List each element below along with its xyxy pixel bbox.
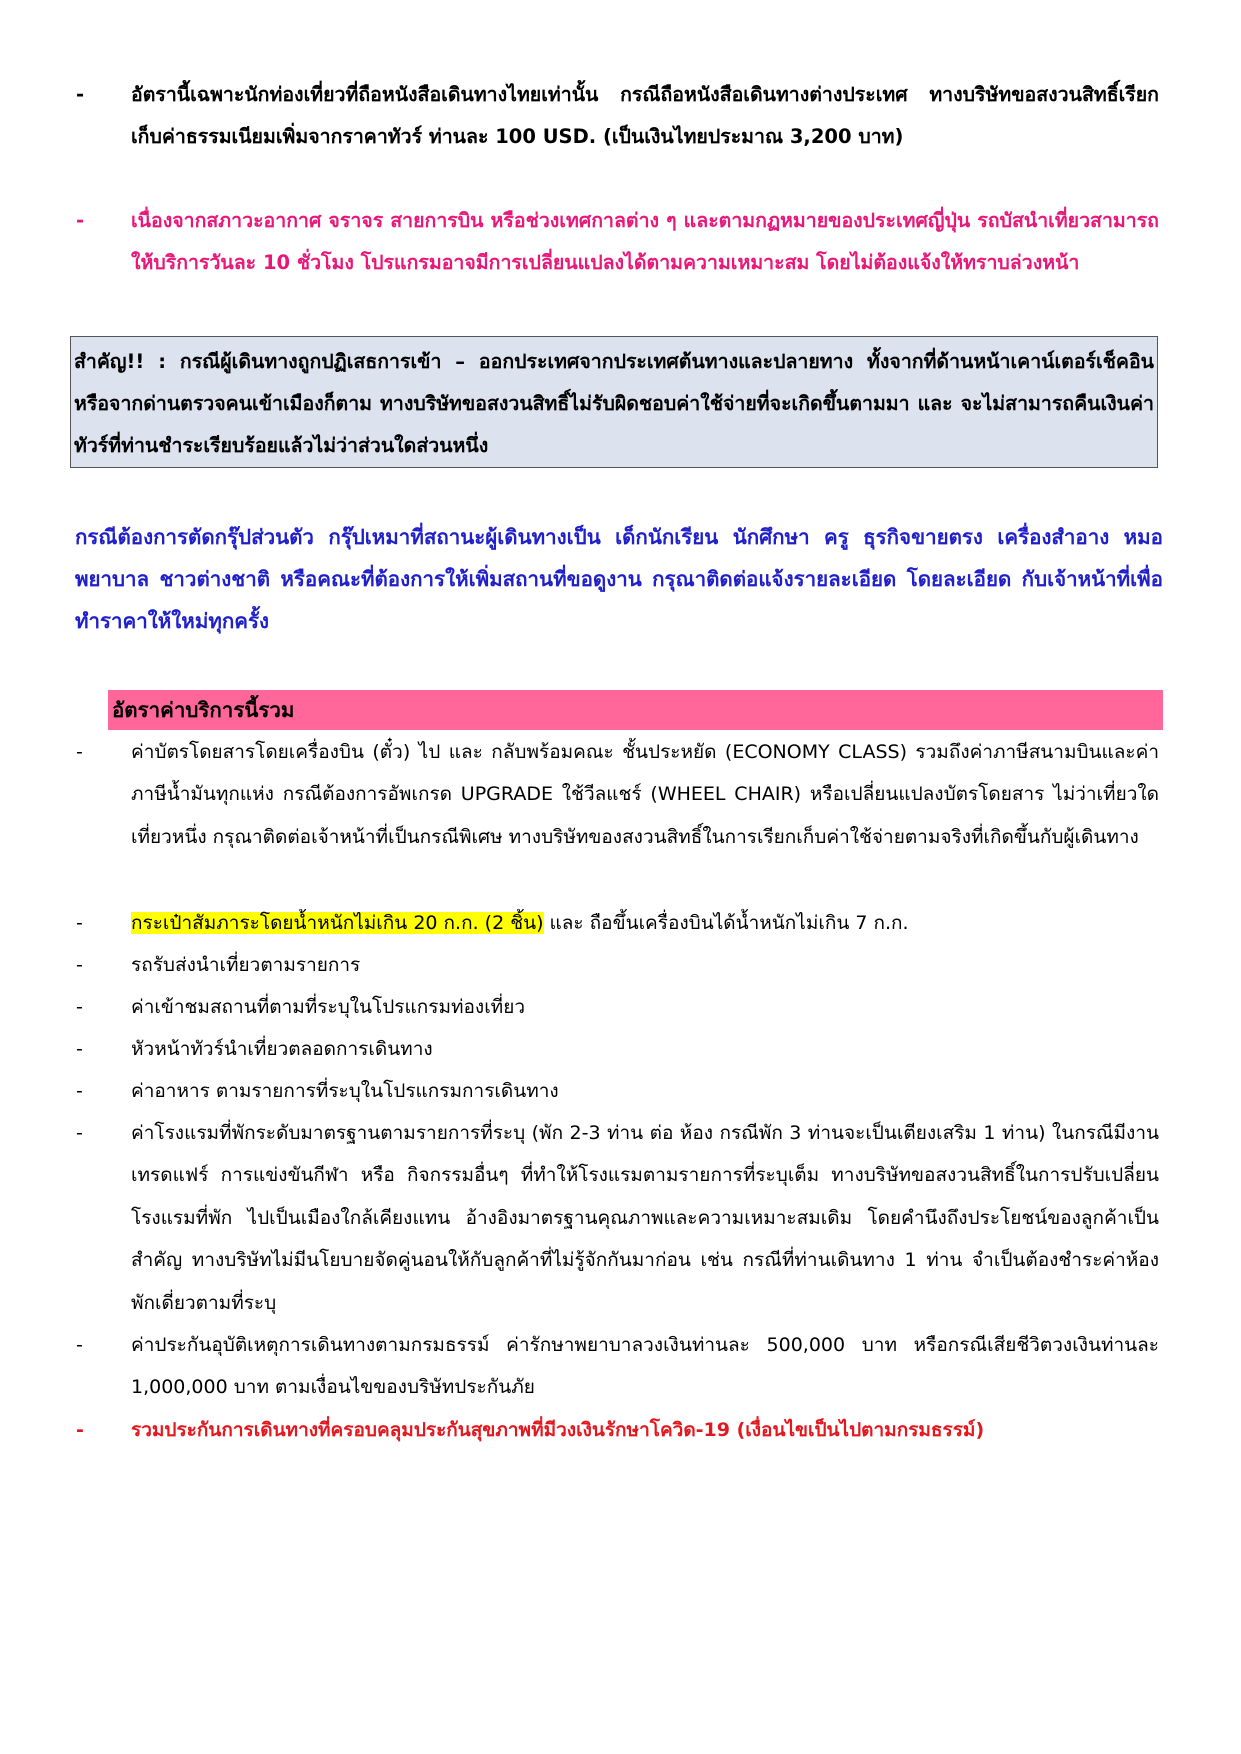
important-notice-text: สำคัญ!! : กรณีผู้เดินทางถูกปฏิเสธการเข้า – ออกประเทศจากประเทศต้นทางและปลายทาง ทั้งจากที่ด้านหน้าเคาน์เตอร์เช็คอิน หรือจากด่านตรวจคนเข้าเมืองก็ตาม ทางบริษัทขอสงวนสิทธิ์ไม่รับผิดชอบค่าใช้จ่ายที่จะเกิดขึ้นตามมา และ จะไม่สามารถคืนเงินค่าทัวร์ที่ท่านชำระเรียบร้อยแล้วไม่ว่าส่วนใดส่วนหนึ่ง <box>74 350 1154 457</box>
include-admission: ค่าเข้าชมสถานที่ตามที่ระบุในโปรแกรมท่องเที่ยว <box>131 996 526 1018</box>
list-item <box>70 944 1159 986</box>
include-meals: ค่าอาหาร ตามรายการที่ระบุในโปรแกรมการเดินทาง <box>131 1080 559 1102</box>
bullet-dash: - <box>76 741 83 763</box>
list-item <box>70 986 1159 1028</box>
bullet-dash: - <box>76 1038 83 1060</box>
bullet-dash: - <box>76 1334 83 1356</box>
include-airfare: ค่าบัตรโดยสารโดยเครื่องบิน (ตั๋ว) ไป และ กลับพร้อมคณะ ชั้นประหยัด (ECONOMY CLASS) รวมถึงค่าภาษีสนามบินและค่าภาษีน้ำมันทุกแห่ง กรณีต้องการอัพเกรด UPGRADE ใช้วีลแชร์ (WHEEL CHAIR) หรือเปลี่ยนแปลงบัตรโดยสาร ไม่ว่าเที่ยวใด เที่ยวหนึ่ง กรุณาติดต่อเจ้าหน้าที่เป็นกรณีพิเศษ ทางบริษัทของสงวนสิทธิ์ในการเรียกเก็บค่าใช้จ่ายตามจริงที่เกิดขึ้นกับผู้เดินทาง <box>131 741 1159 848</box>
list-item <box>70 731 1159 858</box>
includes-header: อัตราค่าบริการนี้รวม <box>108 690 1163 730</box>
bullet-dash: - <box>76 1122 83 1144</box>
list-item <box>70 1409 1159 1451</box>
baggage-highlight: กระเป๋าสัมภาระโดยน้ำหนักไม่เกิน 20 ก.ก. (2 ชิ้น) <box>131 912 544 934</box>
bullet-dash: - <box>76 996 83 1018</box>
bullet-dash: - <box>76 209 85 232</box>
include-baggage <box>131 902 1159 944</box>
list-item <box>70 902 1159 944</box>
bullet-dash: - <box>76 1080 83 1102</box>
list-item <box>70 1028 1159 1070</box>
private-group-note: กรณีต้องการตัดกรุ๊ปส่วนตัว กรุ๊ปเหมาที่สถานะผู้เดินทางเป็น เด็กนักเรียน นักศึกษา ครู ธุรกิจขายตรง เครื่องสำอาง หมอ พยาบาล ชาวต่างชาติ หรือคณะที่ต้องการให้เพิ่มสถานที่ขอดูงาน กรุณาติดต่อแจ้งรายละเอียด โดยละเอียด กับเจ้าหน้าที่เพื่อทำราคาให้ใหม่ทุกครั้ง <box>75 525 1163 633</box>
bullet-dash: - <box>76 954 83 976</box>
bullet-dash: - <box>76 83 85 106</box>
important-notice-box <box>70 336 1158 468</box>
include-hotel: ค่าโรงแรมที่พักระดับมาตรฐานตามรายการที่ระบุ (พัก 2-3 ท่าน ต่อ ห้อง กรณีพัก 3 ท่านจะเป็นเตียงเสริม 1 ท่าน) ในกรณีมีงานเทรดแฟร์ การแข่งขันกีฬา หรือ กิจกรรมอื่นๆ ที่ทำให้โรงแรมตามรายการที่ระบุเต็ม ทางบริษัทขอสงวนสิทธิ์ในการปรับเปลี่ยนโรงแรมที่พัก ไปเป็นเมืองใกล้เคียงแทน อ้างอิงมาตรฐานคุณภาพและความเหมาะสมเดิม โดยคำนึงถึงประโยชน์ของลูกค้าเป็นสำคัญ ทางบริษัทไม่มีนโยบายจัดคู่นอนให้กับลูกค้าที่ไม่รู้จักกันมาก่อน เช่น กรณีที่ท่านเดินทาง 1 ท่าน จำเป็นต้องชำระค่าห้องพักเดี่ยวตามที่ระบุ <box>131 1122 1159 1314</box>
list-item <box>70 1070 1159 1112</box>
note-passport-fee <box>70 74 1159 158</box>
note-passport-fee-text: อัตรานี้เฉพาะนักท่องเที่ยวที่ถือหนังสือเดินทางไทยเท่านั้น กรณีถือหนังสือเดินทางต่างประเทศ ทางบริษัทขอสงวนสิทธิ์เรียกเก็บค่าธรรมเนียมเพิ่มจากราคาทัวร์ ท่านละ 100 USD. (เป็นเงินไทยประมาณ 3,200 บาท) <box>131 83 1159 148</box>
bullet-dash: - <box>76 912 83 934</box>
include-transport: รถรับส่งนำเที่ยวตามรายการ <box>131 954 361 976</box>
bullet-dash: - <box>76 1419 84 1441</box>
note-schedule-change-text: เนื่องจากสภาวะอากาศ จราจร สายการบิน หรือช่วงเทศกาลต่าง ๆ และตามกฏหมายของประเทศญี่ปุ่น รถบัสนำเที่ยวสามารถให้บริการวันละ 10 ชั่วโมง โปรแกรมอาจมีการเปลี่ยนแปลงได้ตามความเหมาะสม โดยไม่ต้องแจ้งให้ทราบล่วงหน้า <box>131 209 1159 274</box>
include-tour-leader: หัวหน้าทัวร์นำเที่ยวตลอดการเดินทาง <box>131 1038 433 1060</box>
include-covid-insurance: รวมประกันการเดินทางที่ครอบคลุมประกันสุขภาพที่มีวงเงินรักษาโควิด-19 (เงื่อนไขเป็นไปตามกรมธรรม์) <box>131 1419 985 1441</box>
list-item <box>70 1324 1159 1409</box>
list-item <box>70 1112 1159 1324</box>
note-schedule-change <box>70 200 1159 284</box>
baggage-rest: และ ถือขึ้นเครื่องบินได้น้ำหนักไม่เกิน 7 ก.ก. <box>543 912 909 934</box>
include-insurance: ค่าประกันอุบัติเหตุการเดินทางตามกรมธรรม์ ค่ารักษาพยาบาลวงเงินท่านละ 500,000 บาท หรือกรณีเสียชีวิตวงเงินท่านละ 1,000,000 บาท ตามเงื่อนไขของบริษัทประกันภัย <box>131 1334 1159 1399</box>
